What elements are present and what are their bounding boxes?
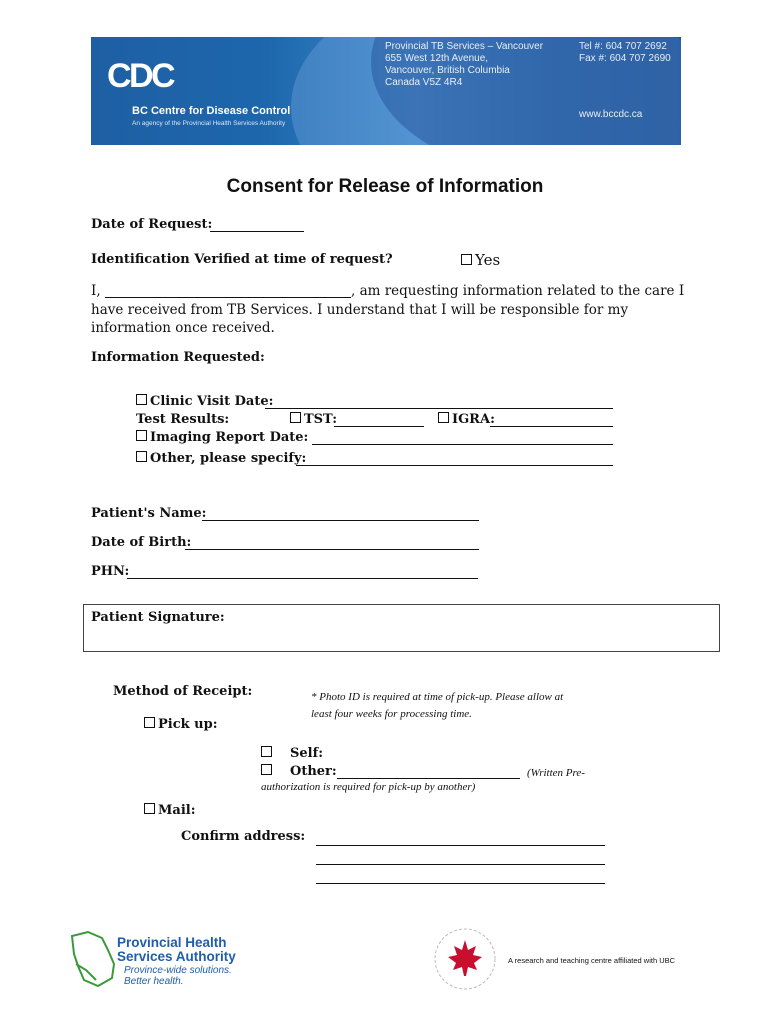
other-checkbox[interactable] [261,764,272,775]
imaging-checkbox[interactable] [136,430,147,441]
clinic-visit-checkbox[interactable] [136,394,147,405]
phsa-tagline [124,965,232,987]
igra-row[interactable] [438,412,495,427]
address-field-2[interactable] [316,864,605,865]
pickup-row[interactable] [144,717,218,732]
phsa-tag1: Province-wide solutions. [124,965,232,976]
address-line: Vancouver, British Columbia [385,65,510,76]
phn-label: PHN: [91,564,130,579]
address-line: 655 West 12th Avenue, [385,53,489,64]
imaging-row[interactable] [136,430,308,445]
yes-checkbox[interactable] [461,254,472,265]
method-label: Method of Receipt: [113,684,253,699]
signature-label: Patient Signature: [91,610,225,625]
tst-row[interactable] [290,412,337,427]
tel-number: Tel #: 604 707 2692 [579,41,667,52]
address-field-3[interactable] [316,883,605,884]
pickup-checkbox[interactable] [144,717,155,728]
tst-checkbox[interactable] [290,412,301,423]
clinic-visit-label: Clinic Visit Date: [150,394,274,409]
bc-map-icon [68,930,118,988]
id-verified-label: Identification Verified at time of request? [91,252,393,267]
other-row[interactable] [261,764,337,779]
dob-label: Date of Birth: [91,535,192,550]
patient-name-label: Patient's Name: [91,506,207,521]
accreditation-seal-icon [432,926,498,992]
patient-name-field[interactable] [202,520,479,521]
igra-label: IGRA: [452,412,495,427]
phsa-line2: Services Authority [117,949,236,964]
phsa-logo-text [117,936,236,964]
phsa-line1: Provincial Health [117,935,227,950]
org-subtitle: An agency of the Provincial Health Services Authority [132,120,286,127]
consent-line2: have received from TB Services. I understand that I will be responsible for my [91,302,629,318]
org-name: BC Centre for Disease Control [132,105,291,117]
ubc-affiliation-text: A research and teaching centre affiliated with UBC [508,956,676,965]
authorization-note: authorization is required for pick-up by another) [261,781,476,793]
bccdc-logo: C D C [107,57,176,95]
form-title: Consent for Release of Information [226,176,544,197]
tst-field[interactable] [334,426,424,427]
header-banner [91,37,681,145]
self-checkbox[interactable] [261,746,272,757]
tst-label: TST: [304,412,338,427]
phsa-tag2: Better health. [124,976,184,987]
consent-start: I, [91,283,101,299]
address-field-1[interactable] [316,845,605,846]
other-specify-field[interactable] [296,465,613,466]
other-specify-row[interactable] [136,451,306,466]
mail-row[interactable] [144,803,196,818]
requester-name-field[interactable] [105,297,351,298]
yes-checkbox-row[interactable] [461,251,500,269]
self-row[interactable] [261,746,323,761]
confirm-address-label: Confirm address: [181,829,306,844]
written-pre: (Written Pre- [527,767,585,779]
clinic-visit-row[interactable] [136,394,273,409]
date-of-request-label: Date of Request: [91,217,213,232]
address-line: Provincial TB Services – Vancouver [385,41,544,52]
pickup-label: Pick up: [158,717,218,732]
other-name-field[interactable] [337,778,520,779]
mail-checkbox[interactable] [144,803,155,814]
photo-note-line1: * Photo ID is required at time of pick-up. Please allow at [311,691,564,703]
consent-line3: information once received. [91,320,275,336]
contact-block [579,41,671,65]
consent-line1-end: , am requesting information related to the care I [351,283,685,299]
other-specify-label: Other, please specify: [150,451,307,466]
igra-checkbox[interactable] [438,412,449,423]
self-label: Self: [290,746,323,761]
igra-field[interactable] [490,426,613,427]
mail-label: Mail: [158,803,196,818]
address-line: Canada V5Z 4R4 [385,77,463,88]
other-label: Other: [290,764,337,779]
date-of-request-field[interactable] [210,231,304,232]
photo-note-line2: least four weeks for processing time. [311,708,472,720]
address-block [385,41,543,89]
yes-label: Yes [475,251,501,269]
website-link[interactable]: www.bccdc.ca [579,109,643,120]
test-results-label: Test Results: [136,412,230,427]
info-requested-label: Information Requested: [91,350,265,365]
fax-number: Fax #: 604 707 2690 [579,53,671,64]
dob-field[interactable] [185,549,479,550]
other-specify-checkbox[interactable] [136,451,147,462]
imaging-label: Imaging Report Date: [150,430,309,445]
clinic-visit-field[interactable] [265,408,613,409]
imaging-field[interactable] [312,444,613,445]
phn-field[interactable] [127,578,478,579]
